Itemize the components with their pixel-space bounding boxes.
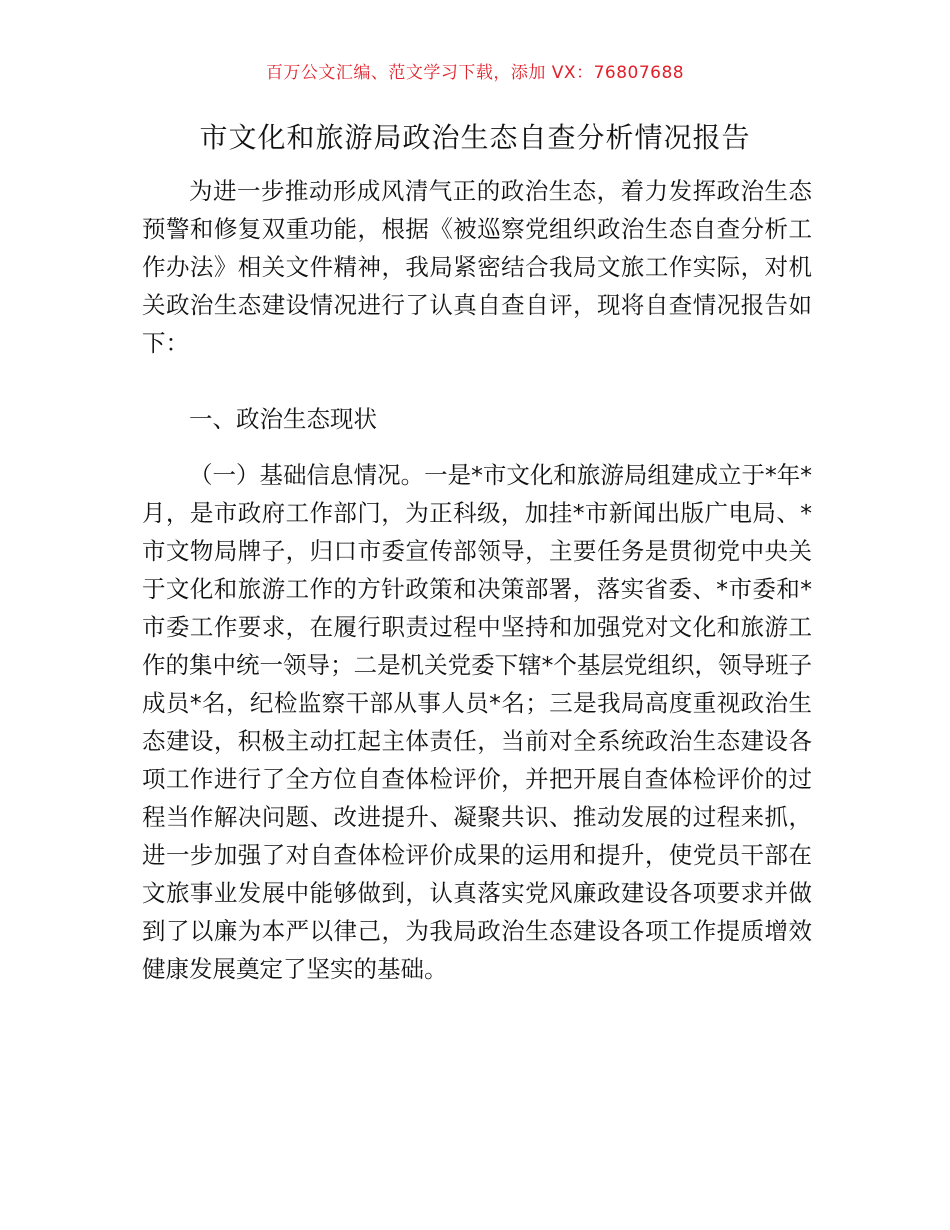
section-heading: 一、政治生态现状 bbox=[189, 405, 377, 433]
section-paragraph: （一）基础信息情况。一是*市文化和旅游局组建成立于*年*月，是市政府工作部门，为正科级，加挂*市新闻出版广电局、*市文物局牌子，归口市委宣传部领导，主要任务是贯彻党中央关于文化和旅游工作的方针政策和决策部署，落实省委、*市委和*市委工作要求，在履行职责过程中坚持和加强党对文化和旅游工作的集中统一领导；二是机关党委下辖*个基层党组织，领导班子成员*名，纪检监察干部从事人员*名；三是我局高度重视政治生态建设，积极主动扛起主体责任，当前对全系统政治生态建设各项工作进行了全方位自查体检评价，并把开展自查体检评价的过程当作解决问题、改进提升、凝聚共识、推动发展的过程来抓，进一步加强了对自查体检评价成果的运用和提升，使党员干部在文旅事业发展中能够做到，认真落实党风廉政建设各项要求并做到了以廉为本严以律己，为我局政治生态建设各项工作提质增效健康发展奠定了坚实的基础。 bbox=[142, 461, 812, 983]
watermark-banner: 百万公文汇编、范文学习下载，添加 VX：76807688 bbox=[265, 63, 685, 83]
document-title: 市文化和旅游局政治生态自查分析情况报告 bbox=[199, 121, 751, 154]
intro-paragraph: 为进一步推动形成风清气正的政治生态，着力发挥政治生态预警和修复双重功能，根据《被巡察党组织政治生态自查分析工作办法》相关文件精神，我局紧密结合我局文旅工作实际，对机关政治生态建设情况进行了认真自查自评，现将自查情况报告如下： bbox=[142, 177, 812, 357]
